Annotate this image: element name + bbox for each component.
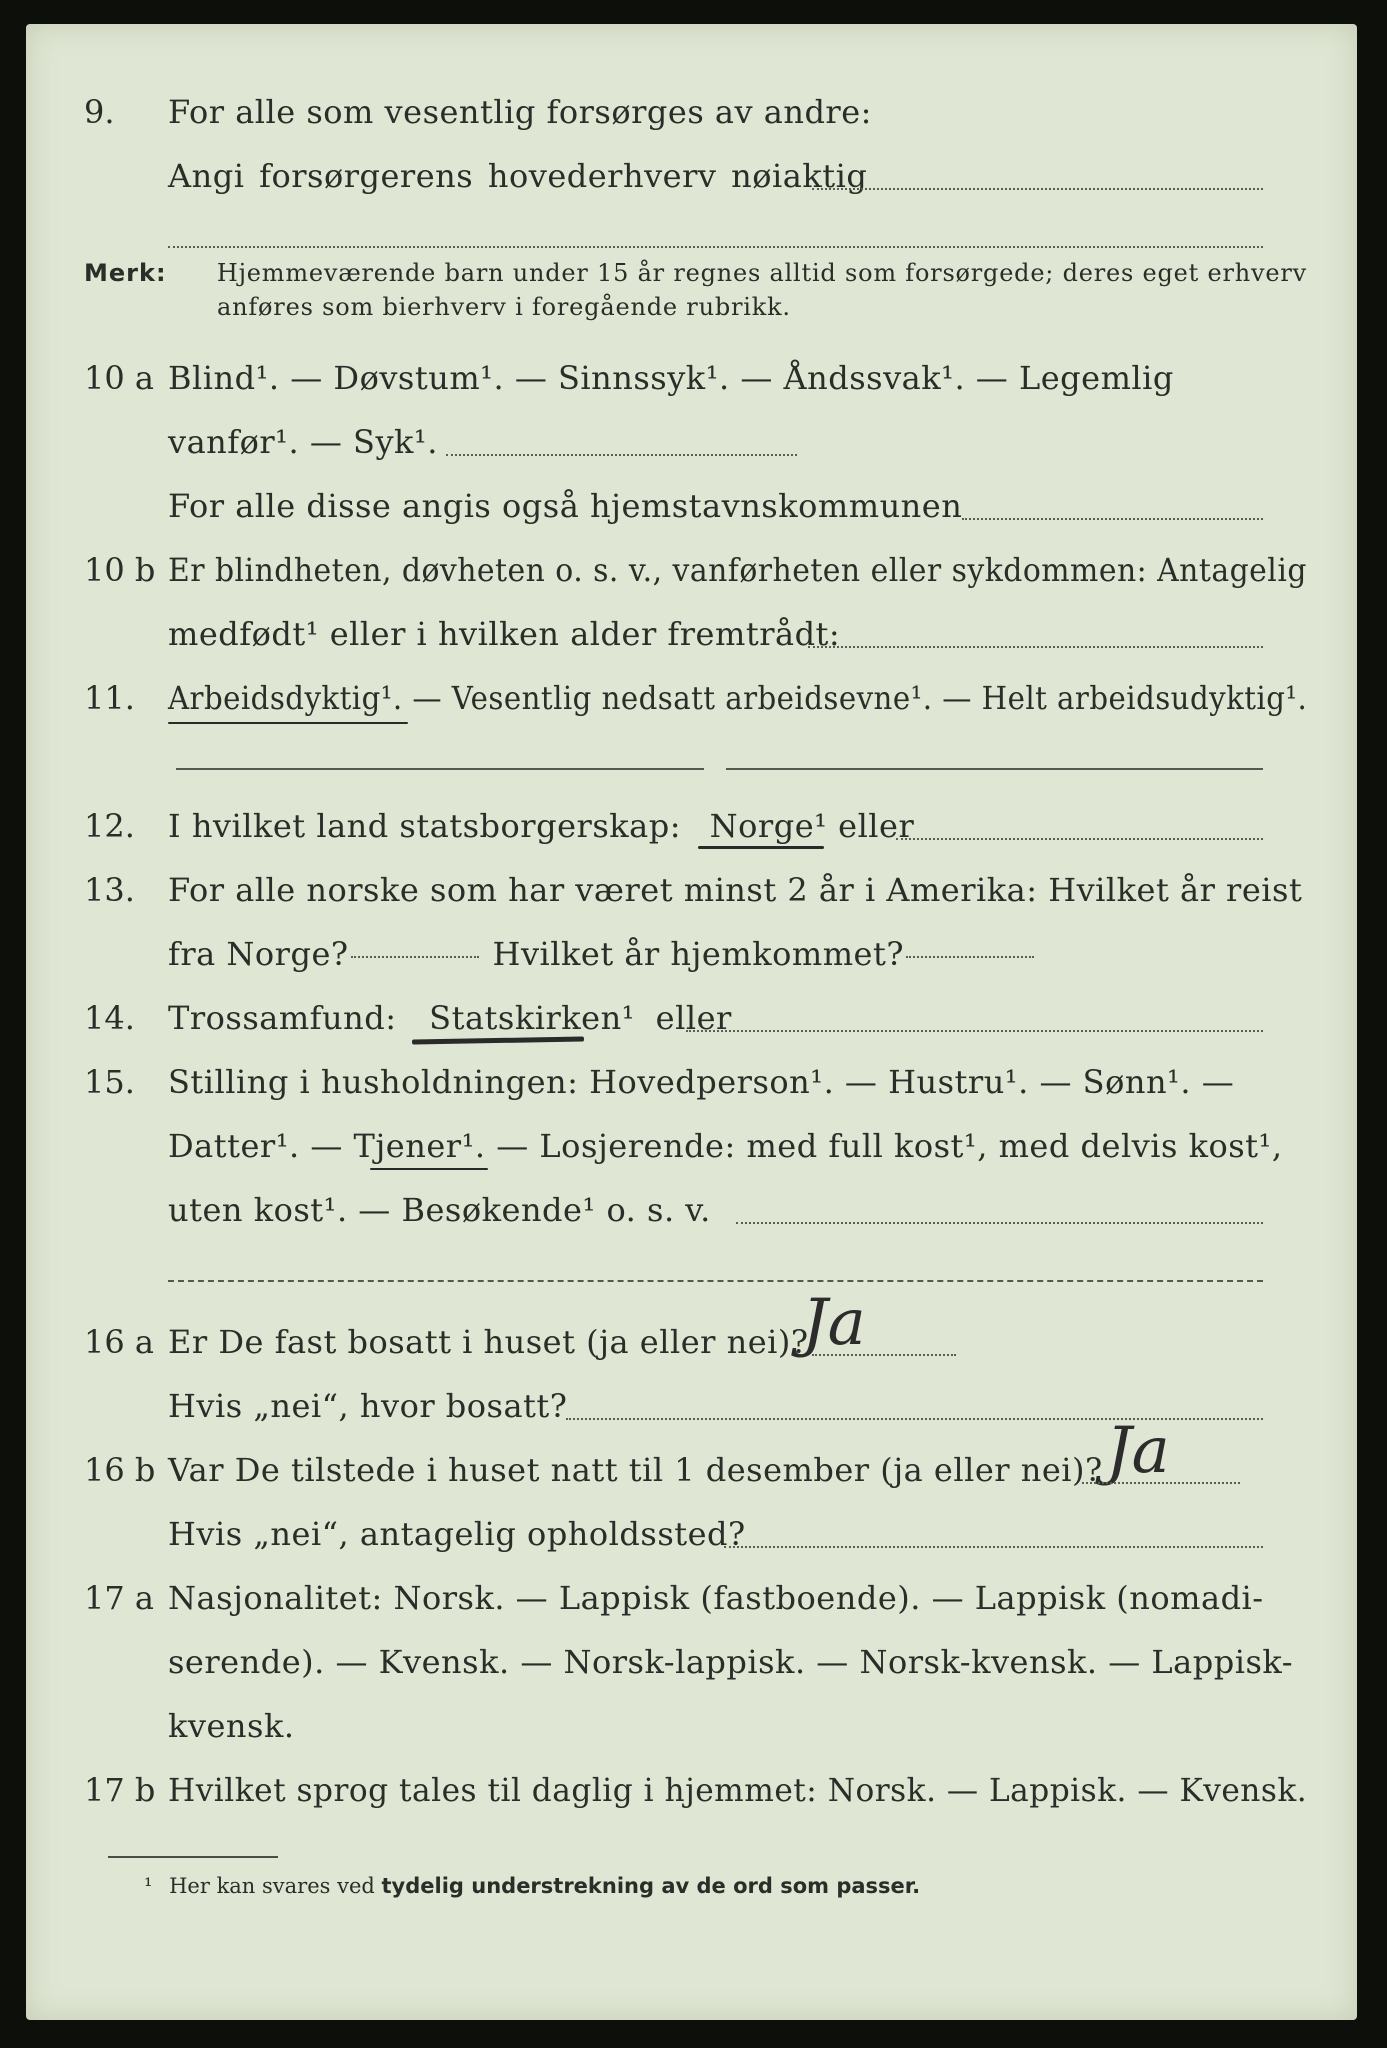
q12-row: [26, 796, 1357, 856]
q17b-text: Hvilket sprog tales til daglig i hjemmet: Norsk. — Lappisk. — Kvensk.: [168, 1771, 1308, 1809]
footnote: [144, 1874, 920, 1898]
footnote-text: Her kan svares ved: [169, 1874, 375, 1898]
q9-number: 9.: [84, 93, 115, 131]
q14-other-field[interactable]: [686, 1030, 1263, 1032]
q16a-handwritten-answer[interactable]: Ja: [802, 1286, 866, 1360]
q10a-sick-field[interactable]: [446, 454, 797, 456]
footnote-mark: ¹: [144, 1874, 153, 1898]
q13-text-2: [168, 924, 1034, 984]
q11-number: 11.: [84, 679, 135, 717]
divider-1: [176, 768, 704, 770]
q15-text-3: uten kost¹. — Besøkende¹ o. s. v.: [168, 1191, 711, 1229]
q16a-text-1: Er De fast bosatt i huset (ja eller nei)?: [168, 1323, 809, 1361]
q10b-text-1: Er blindheten, døvheten o. s. v., vanførheten eller sykdommen: Antagelig: [168, 551, 1307, 589]
q15-text-1: Stilling i husholdningen: Hovedperson¹. — Hustru¹. — Sønn¹. —: [168, 1063, 1235, 1101]
q15-losjerende: — Losjerende: med full kost¹, med delvis kost¹,: [496, 1127, 1283, 1165]
q17a-row-3: [26, 1696, 1357, 1756]
census-form-page: [26, 24, 1357, 2020]
q17a-number: 17 a: [84, 1579, 154, 1617]
q16b-whereabouts-field[interactable]: [724, 1546, 1263, 1548]
q12-other-country-field[interactable]: [896, 838, 1263, 840]
q15-text-2: [168, 1116, 1283, 1176]
merk-text-1: Hjemmeværende barn under 15 år regnes alltid som forsørgede; deres eget erhverv: [216, 259, 1307, 287]
q13-number: 13.: [84, 871, 135, 909]
divider-2: [168, 1280, 1263, 1282]
q11-text: [168, 668, 1307, 728]
q10b-text-2: medfødt¹ eller i hvilken alder fremtrådt:: [168, 615, 841, 653]
q10a-number: 10 a: [84, 359, 154, 397]
footnote-text-bold: tydelig understrekning av de ord som passer.: [381, 1874, 921, 1898]
q10a-text-3: For alle disse angis også hjemstavnskommunen: [168, 487, 963, 525]
q11-row: [26, 668, 1357, 728]
q17a-row-2: [26, 1632, 1357, 1692]
q10a-text-2: vanfør¹. — Syk¹.: [168, 423, 438, 461]
q15-other-field[interactable]: [736, 1222, 1263, 1224]
merk-text-2: anføres som bierhverv i foregående rubrikk.: [217, 293, 791, 321]
q16a-number: 16 a: [84, 1323, 154, 1361]
q9-occupation-label: Angi forsørgerens hovederhverv nøiaktig: [168, 157, 868, 195]
q16a-text-2: Hvis „nei“, hvor bosatt?: [168, 1387, 568, 1425]
q10a-row-1: [26, 348, 1357, 408]
q11-handwritten-underline: [168, 722, 408, 724]
q10a-row-3: [26, 476, 1357, 536]
q11-option-able[interactable]: Arbeidsdyktig¹.: [168, 679, 403, 717]
q13-row-2: [26, 924, 1357, 984]
q13-text-1: For alle norske som har været minst 2 år i Amerika: Hvilket år reist: [168, 871, 1303, 909]
q17a-row-1: [26, 1568, 1357, 1628]
footnote-rule: [108, 1856, 278, 1858]
q15-datter: Datter¹. —: [168, 1127, 343, 1165]
q14-eller: eller: [655, 999, 732, 1037]
q16b-text-2: Hvis „nei“, antagelig opholdssted?: [168, 1515, 746, 1553]
q16b-text-1: Var De tilstede i huset natt til 1 desember (ja eller nei)?: [168, 1451, 1103, 1489]
q17a-text-2: serende). — Kvensk. — Norsk-lappisk. — Norsk-kvensk. — Lappisk-: [168, 1643, 1294, 1681]
q14-number: 14.: [84, 999, 135, 1037]
q10a-row-2: [26, 412, 1357, 472]
q16a-row-1: [26, 1312, 1357, 1372]
q15-handwritten-underline: [370, 1168, 488, 1170]
q14-option-statskirken[interactable]: Statskirken¹: [429, 999, 635, 1037]
q14-row: [26, 988, 1357, 1048]
q9-text: For alle som vesentlig forsørges av andre:: [168, 93, 872, 131]
q16b-number: 16 b: [84, 1451, 156, 1489]
q17b-row: [26, 1760, 1357, 1820]
q12-eller: eller: [838, 807, 915, 845]
q10a-hometown-field[interactable]: [962, 518, 1263, 520]
q10b-row-2: [26, 604, 1357, 664]
merk-label: Merk:: [84, 259, 167, 287]
q12-number: 12.: [84, 807, 135, 845]
q15-row-2: [26, 1116, 1357, 1176]
q13-row-1: [26, 860, 1357, 920]
q13-left-field[interactable]: [351, 956, 479, 958]
q9-row-1: [26, 82, 1357, 142]
q10b-number: 10 b: [84, 551, 156, 589]
q9-occupation-field-2[interactable]: [168, 246, 1263, 248]
q15-number: 15.: [84, 1063, 135, 1101]
q10b-age-field[interactable]: [808, 646, 1263, 648]
q14-label: Trossamfund:: [168, 999, 397, 1037]
q15-row-3: [26, 1180, 1357, 1240]
q15-row-1: [26, 1052, 1357, 1112]
q12-label: I hvilket land statsborgerskap:: [168, 807, 681, 845]
q17a-text-1: Nasjonalitet: Norsk. — Lappisk (fastboende). — Lappisk (nomadi-: [168, 1579, 1264, 1617]
q17b-number: 17 b: [84, 1771, 156, 1809]
q10a-text-1: Blind¹. — Døvstum¹. — Sinnssyk¹. — Åndssvak¹. — Legemlig: [168, 359, 1174, 397]
q16b-handwritten-answer[interactable]: Ja: [1106, 1414, 1170, 1488]
q16b-row-2: [26, 1504, 1357, 1564]
q10b-row-1: [26, 540, 1357, 600]
q9-occupation-field[interactable]: [812, 188, 1263, 190]
q11-options-rest: — Vesentlig nedsatt arbeidsevne¹. — Helt arbeidsudyktig¹.: [412, 679, 1308, 717]
q15-option-tjener[interactable]: Tjener¹.: [353, 1127, 486, 1165]
divider-1b: [726, 768, 1263, 770]
q16b-answer-field[interactable]: [1082, 1482, 1240, 1484]
q12-option-norge[interactable]: Norge¹: [709, 807, 828, 845]
q16a-answer-field[interactable]: [812, 1354, 956, 1356]
q17a-text-3: kvensk.: [168, 1707, 295, 1745]
q13-return-field[interactable]: [906, 956, 1034, 958]
q13-left-label: fra Norge?: [168, 935, 349, 973]
q13-return-label: Hvilket år hjemkommet?: [492, 935, 904, 973]
q12-handwritten-underline: [698, 846, 824, 849]
q9-row-2: [26, 146, 1357, 206]
